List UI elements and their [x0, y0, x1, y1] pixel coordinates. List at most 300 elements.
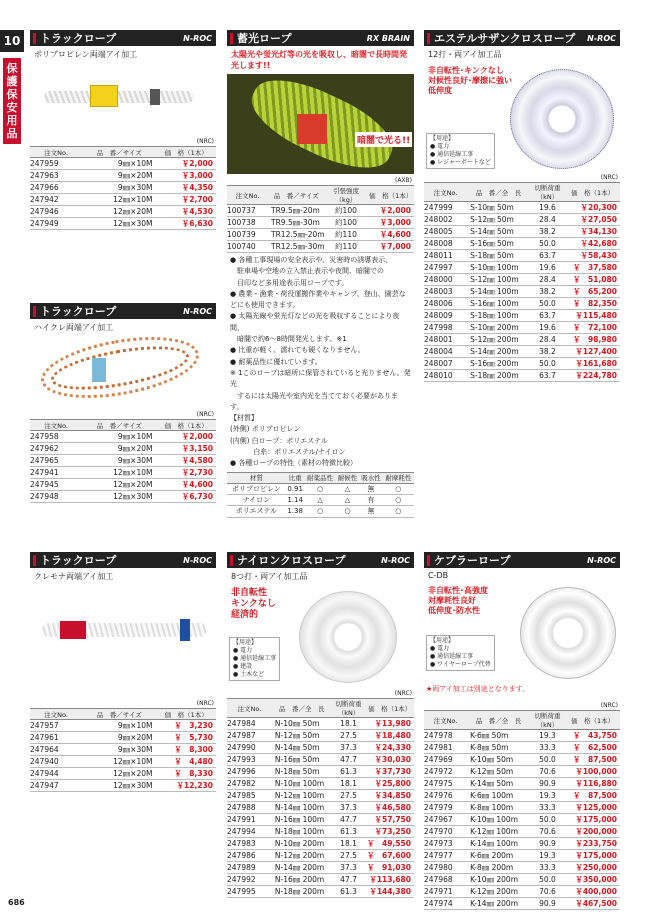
price-cell: ￥ 8,330 — [156, 768, 216, 780]
table-row — [424, 370, 620, 382]
order-number-cell: 247977 — [424, 850, 467, 862]
product-size-cell: 9㎜×30M — [82, 455, 156, 467]
product-image-white-rope — [30, 585, 216, 675]
product-size-cell: N-16㎜ 200m — [272, 874, 332, 886]
order-number-cell: 247980 — [424, 862, 467, 874]
product-size-cell: 9㎜×20M — [82, 170, 156, 182]
product-size-cell: 12㎜×30M — [82, 780, 156, 792]
price-cell: ￥ 49,550 — [365, 838, 414, 850]
price-cell: ￥250,000 — [565, 862, 620, 874]
supplier-code: (NRC) — [394, 690, 412, 697]
strength-cell: 19.3 — [530, 790, 565, 802]
column-header: 注文No. — [424, 183, 467, 202]
price-cell: ￥3,000 — [156, 170, 216, 182]
table-row — [30, 491, 216, 503]
price-cell: ￥ 3,230 — [156, 720, 216, 732]
order-number-cell: 247998 — [424, 322, 467, 334]
strength-cell: 28.4 — [530, 334, 565, 346]
column-header: 注文No. — [30, 147, 82, 158]
price-cell: ￥25,800 — [365, 778, 414, 790]
price-cell: ￥ 82,350 — [565, 298, 620, 310]
section-truck-rope-cremona — [30, 552, 216, 792]
usage-line: ● 電力 — [233, 647, 253, 654]
table-header-row — [227, 472, 414, 483]
section-header — [30, 30, 216, 46]
product-size-cell: N-14㎜ 50m — [272, 742, 332, 754]
brand-logo: N-ROC — [587, 555, 616, 565]
strength-cell: 38.2 — [530, 346, 565, 358]
column-header: 価 格（1本） — [565, 711, 620, 730]
table-row — [227, 494, 414, 505]
supplier-code: (NRC) — [196, 138, 214, 145]
order-number-cell: 248002 — [424, 214, 467, 226]
order-number-cell: 247981 — [424, 742, 467, 754]
column-header: 注文No. — [424, 711, 467, 730]
product-image-coil — [424, 583, 620, 695]
order-number-cell: 248004 — [424, 346, 467, 358]
product-size-cell: 9㎜×30M — [82, 744, 156, 756]
section-luminous-rope — [227, 30, 414, 518]
order-number-cell: 247974 — [424, 898, 467, 910]
material-cell: ポリプロピレン — [227, 483, 286, 494]
price-cell: ￥350,000 — [565, 874, 620, 886]
order-number-cell: 100739 — [227, 229, 268, 241]
order-number-cell: 247987 — [227, 730, 272, 742]
table-row — [227, 730, 414, 742]
order-number-cell: 247975 — [424, 778, 467, 790]
property-cell: ○ — [383, 494, 414, 505]
product-size-cell: N-12㎜ 100m — [272, 790, 332, 802]
column-header: 注文No. — [30, 709, 82, 720]
property-cell: ○ — [383, 506, 414, 517]
table-row — [227, 718, 414, 730]
price-cell: ￥224,780 — [565, 370, 620, 382]
table-row — [424, 790, 620, 802]
order-number-cell: 247959 — [30, 158, 82, 170]
price-cell: ￥6,630 — [156, 218, 216, 230]
column-header: 切断荷重（kN） — [530, 183, 565, 202]
property-cell: 有 — [359, 494, 382, 505]
strength-cell: 61.3 — [332, 886, 366, 898]
table-row — [30, 479, 216, 491]
strength-cell: 18.1 — [332, 718, 366, 730]
strength-cell: 37.3 — [332, 802, 366, 814]
strength-cell: 90.9 — [530, 838, 565, 850]
price-cell: ￥24,330 — [365, 742, 414, 754]
product-size-cell: K-10㎜ 50m — [467, 754, 530, 766]
brand-logo: RX BRAIN — [366, 33, 410, 43]
price-cell: ￥ 67,600 — [365, 850, 414, 862]
table-row — [227, 217, 414, 229]
strength-cell: 28.4 — [530, 274, 565, 286]
usage-box — [426, 133, 495, 169]
order-number-cell: 247941 — [30, 467, 82, 479]
product-size-cell: K-10㎜ 100m — [467, 814, 530, 826]
order-number-cell: 247942 — [30, 194, 82, 206]
usage-box — [229, 637, 280, 681]
table-row — [227, 205, 414, 217]
product-size-cell: N-14㎜ 200m — [272, 862, 332, 874]
section-subtitle: クレモナ両端アイ加工 — [34, 572, 114, 581]
product-size-cell: S-12㎜ 50m — [467, 214, 530, 226]
order-number-cell: 247992 — [227, 874, 272, 886]
usage-line: ● 電力 — [430, 645, 450, 652]
price-cell: ￥4,350 — [156, 182, 216, 194]
table-row — [227, 838, 414, 850]
order-number-cell: 247997 — [424, 262, 467, 274]
order-number-cell: 247963 — [30, 170, 82, 182]
product-size-cell: S-12㎜ 200m — [467, 334, 530, 346]
product-size-cell: 12㎜×10M — [82, 194, 156, 206]
strength-cell: 47.7 — [332, 874, 366, 886]
product-image-coil — [424, 63, 620, 173]
product-size-cell: TR12.5㎜-30m — [268, 241, 325, 253]
table-row — [30, 455, 216, 467]
property-cell: 1.14 — [287, 496, 303, 505]
note-line: ※ 1このロープは暗所に保管されていると光りません。発光 — [230, 368, 411, 389]
table-row — [424, 886, 620, 898]
price-cell: ￥73,250 — [365, 826, 414, 838]
price-cell: ￥144,380 — [365, 886, 414, 898]
brand-logo: N-ROC — [183, 33, 212, 43]
price-cell: ￥27,050 — [565, 214, 620, 226]
section-title: トラックロープ — [30, 303, 116, 319]
price-cell: ￥100,000 — [565, 766, 620, 778]
supplier-code: (NRC) — [196, 411, 214, 418]
price-cell: ￥2,730 — [156, 467, 216, 479]
price-cell: ￥467,500 — [565, 898, 620, 910]
section-title: ナイロンクロスロープ — [227, 552, 345, 568]
product-size-cell: 9㎜×10M — [82, 720, 156, 732]
strength-cell: 90.9 — [530, 778, 565, 790]
strength-cell: 約100 — [325, 217, 368, 229]
table-row — [227, 850, 414, 862]
order-number-cell: 248005 — [424, 226, 467, 238]
column-header: 価 格（1本） — [565, 183, 620, 202]
property-cell: ○ — [336, 506, 359, 517]
price-cell: ￥ 65,200 — [565, 286, 620, 298]
product-size-cell: TR12.5㎜-20m — [268, 229, 325, 241]
column-header: 引張強度（kg） — [325, 186, 368, 205]
price-cell: ￥400,000 — [565, 886, 620, 898]
table-row — [424, 358, 620, 370]
column-header: 耐薬品性 — [304, 472, 335, 483]
price-cell: ￥200,000 — [565, 826, 620, 838]
column-header: 品 番／サイズ — [82, 420, 156, 431]
strength-cell: 37.3 — [332, 742, 366, 754]
table-row — [227, 790, 414, 802]
product-size-cell: N-10㎜ 200m — [272, 838, 332, 850]
chapter-number-tab: 10 — [0, 30, 24, 52]
price-cell: ￥58,430 — [565, 250, 620, 262]
order-number-cell: 247976 — [424, 790, 467, 802]
order-number-cell: 247983 — [227, 838, 272, 850]
table-row — [424, 838, 620, 850]
usage-line: ● レジャーボートなど — [430, 159, 491, 166]
strength-cell: 19.6 — [530, 202, 565, 214]
price-cell: ￥ 51,080 — [565, 274, 620, 286]
order-number-cell: 247995 — [227, 886, 272, 898]
order-number-cell: 247964 — [30, 744, 82, 756]
product-size-cell: S-12㎜ 100m — [467, 274, 530, 286]
table-row — [424, 226, 620, 238]
column-header: 品 番／サイズ — [268, 186, 325, 205]
table-row — [424, 310, 620, 322]
note-line: (外側) ポリプロピレン — [230, 425, 301, 434]
order-number-cell: 247994 — [227, 826, 272, 838]
column-header: 品 番／全 長 — [272, 699, 332, 718]
column-header: 耐摩耗性 — [383, 472, 414, 483]
strength-cell: 19.6 — [530, 322, 565, 334]
usage-line: ● ワイヤーロープ代替 — [430, 661, 491, 668]
usage-line: ● 建設 — [233, 663, 253, 670]
order-number-cell: 247944 — [30, 768, 82, 780]
strength-cell: 50.0 — [530, 874, 565, 886]
table-header-row — [30, 147, 216, 158]
section-header — [30, 303, 216, 319]
order-number-cell: 247996 — [227, 766, 272, 778]
order-number-cell: 247993 — [227, 754, 272, 766]
price-cell: ￥175,000 — [565, 850, 620, 862]
order-number-cell: 248001 — [424, 334, 467, 346]
price-cell: ￥57,750 — [365, 814, 414, 826]
price-cell: ￥ 72,100 — [565, 322, 620, 334]
strength-cell: 約100 — [325, 205, 368, 217]
product-image-luminous-rope — [227, 74, 414, 174]
product-size-cell: 9㎜×20M — [82, 443, 156, 455]
table-row — [424, 214, 620, 226]
brand-logo: N-ROC — [381, 555, 410, 565]
product-image-white-rope — [30, 63, 216, 133]
column-header: 価 格（1本） — [156, 709, 216, 720]
price-cell: ￥2,700 — [156, 194, 216, 206]
column-header: 注文No. — [227, 186, 268, 205]
order-number-cell: 247949 — [30, 218, 82, 230]
strength-cell: 37.3 — [332, 862, 366, 874]
price-cell: ￥42,680 — [565, 238, 620, 250]
price-table — [227, 698, 414, 898]
price-cell: ￥ 4,480 — [156, 756, 216, 768]
property-cell: 無 — [359, 506, 382, 517]
category-char: 安 — [6, 101, 18, 114]
section-header — [227, 552, 414, 568]
strength-cell: 61.3 — [332, 826, 366, 838]
price-cell: ￥7,000 — [367, 241, 414, 253]
product-size-cell: K-8㎜ 50m — [467, 742, 530, 754]
material-property-table — [227, 472, 414, 518]
product-size-cell: S-10㎜ 50m — [467, 202, 530, 214]
price-cell: ￥18,480 — [365, 730, 414, 742]
table-row — [424, 322, 620, 334]
table-row — [424, 778, 620, 790]
product-size-cell: N-18㎜ 50m — [272, 766, 332, 778]
order-number-cell: 247988 — [227, 802, 272, 814]
product-size-cell: S-14㎜ 100m — [467, 286, 530, 298]
product-size-cell: K-12㎜ 50m — [467, 766, 530, 778]
product-image-orange-rope — [30, 336, 216, 398]
product-size-cell: 12㎜×20M — [82, 206, 156, 218]
feature-highlight: 非自転性･高強度 対摩耗性良好 低伸度･防水性 — [428, 586, 488, 615]
order-number-cell: 247966 — [30, 182, 82, 194]
strength-cell: 33.3 — [530, 742, 565, 754]
price-cell: ￥4,530 — [156, 206, 216, 218]
order-number-cell: 248008 — [424, 238, 467, 250]
price-cell: ￥161,680 — [565, 358, 620, 370]
category-char: 用 — [6, 114, 18, 127]
price-cell: ￥116,880 — [565, 778, 620, 790]
price-cell: ￥12,230 — [156, 780, 216, 792]
property-cell: ○ — [304, 506, 335, 517]
table-row — [227, 483, 414, 494]
image-caption: 暗闇で光る!! — [355, 132, 412, 147]
strength-cell: 38.2 — [530, 286, 565, 298]
product-size-cell: 12㎜×30M — [82, 491, 156, 503]
price-cell: ￥ 5,730 — [156, 732, 216, 744]
order-number-cell: 247940 — [30, 756, 82, 768]
product-size-cell: 9㎜×30M — [82, 182, 156, 194]
section-title: ケブラーロープ — [424, 552, 510, 568]
usage-line: ● 土木など — [233, 671, 265, 678]
product-size-cell: S-18㎜ 200m — [467, 370, 530, 382]
property-cell: 1.38 — [287, 507, 303, 516]
price-cell: ￥4,600 — [367, 229, 414, 241]
table-row — [30, 780, 216, 792]
strength-cell: 19.3 — [530, 850, 565, 862]
price-cell: ￥3,000 — [367, 217, 414, 229]
product-size-cell: K-14㎜ 50m — [467, 778, 530, 790]
category-char: 護 — [6, 75, 18, 88]
table-row — [424, 766, 620, 778]
table-row — [424, 286, 620, 298]
table-row — [227, 742, 414, 754]
product-size-cell: 12㎜×30M — [82, 218, 156, 230]
strength-cell: 63.7 — [530, 250, 565, 262]
price-cell: ￥115,480 — [565, 310, 620, 322]
strength-cell: 27.5 — [332, 790, 366, 802]
table-row — [30, 431, 216, 443]
price-cell: ￥ 98,980 — [565, 334, 620, 346]
strength-cell: 50.0 — [530, 238, 565, 250]
strength-cell: 50.0 — [530, 814, 565, 826]
strength-cell: 90.9 — [530, 898, 565, 910]
usage-line: ● 通信延線工事 — [430, 151, 474, 158]
order-number-cell: 247984 — [227, 718, 272, 730]
order-number-cell: 248000 — [424, 274, 467, 286]
table-row — [424, 742, 620, 754]
note-line: するには太陽光や室内光を当てておく必要があります。 — [230, 391, 398, 411]
order-number-cell: 247971 — [424, 886, 467, 898]
table-header-row — [30, 709, 216, 720]
column-header: 品 番／全 長 — [467, 183, 530, 202]
product-notes — [227, 253, 414, 472]
note-line: ● 各種ロープの特性（素材の特徴比較） — [230, 459, 357, 468]
strength-cell: 18.1 — [332, 778, 366, 790]
table-row — [424, 802, 620, 814]
price-cell: ￥13,980 — [365, 718, 414, 730]
order-number-cell: 247973 — [424, 838, 467, 850]
note-line: 暗闇で約6～8時間発光します。※1 — [230, 335, 347, 344]
order-number-cell: 248003 — [424, 286, 467, 298]
product-size-cell: N-18㎜ 200m — [272, 886, 332, 898]
table-header-row — [424, 711, 620, 730]
strength-cell: 38.2 — [530, 226, 565, 238]
table-row — [227, 826, 414, 838]
product-size-cell: S-14㎜ 200m — [467, 346, 530, 358]
price-cell: ￥ 8,300 — [156, 744, 216, 756]
price-cell: ￥175,000 — [565, 814, 620, 826]
table-row — [227, 754, 414, 766]
strength-cell: 63.7 — [530, 310, 565, 322]
table-row — [30, 768, 216, 780]
order-number-cell: 247970 — [424, 826, 467, 838]
product-size-cell: 12㎜×20M — [82, 479, 156, 491]
usage-line: ● 電力 — [430, 143, 450, 150]
column-header: 品 番／サイズ — [82, 709, 156, 720]
footnote: ★両アイ加工は別途となります。 — [426, 685, 530, 693]
section-nylon-cross-rope — [227, 552, 414, 898]
order-number-cell: 247961 — [30, 732, 82, 744]
product-size-cell: K-12㎜ 200m — [467, 886, 530, 898]
product-size-cell: K-6㎜ 50m — [467, 730, 530, 742]
table-row — [30, 158, 216, 170]
table-row — [424, 826, 620, 838]
usage-box — [426, 635, 495, 671]
section-subtitle: ハイクレ両端アイ加工 — [34, 323, 114, 332]
section-title: エステルサザンクロスロープ — [424, 30, 575, 46]
note-line: 【材質】 — [230, 414, 258, 423]
product-image-coil — [227, 585, 414, 689]
table-row — [227, 886, 414, 898]
note-line: (内側) 白ロープ：ポリエステル — [230, 436, 328, 445]
strength-cell: 27.5 — [332, 850, 366, 862]
feature-highlight: 非自転性 キンクなし 経済的 — [231, 588, 276, 620]
table-row — [424, 850, 620, 862]
product-size-cell: 12㎜×10M — [82, 467, 156, 479]
order-number-cell: 100737 — [227, 205, 268, 217]
section-header — [227, 30, 414, 46]
table-row — [424, 238, 620, 250]
price-table — [30, 146, 216, 230]
price-cell: ￥4,580 — [156, 455, 216, 467]
product-size-cell: K-8㎜ 200m — [467, 862, 530, 874]
note-line: ● 各種工事現場の安全表示や、災害時の誘導表示、 — [230, 256, 393, 264]
price-cell: ￥233,750 — [565, 838, 620, 850]
section-header — [424, 552, 620, 568]
column-header: 注文No. — [227, 699, 272, 718]
product-size-cell: S-14㎜ 50m — [467, 226, 530, 238]
product-size-cell: N-12㎜ 200m — [272, 850, 332, 862]
column-header: 価 格（1本） — [367, 186, 414, 205]
table-row — [30, 732, 216, 744]
table-row — [30, 744, 216, 756]
section-title: トラックロープ — [30, 30, 116, 46]
table-row — [30, 756, 216, 768]
price-table — [30, 419, 216, 503]
table-row — [424, 334, 620, 346]
table-row — [424, 814, 620, 826]
column-header: 品 番／サイズ — [82, 147, 156, 158]
price-table — [424, 710, 620, 910]
product-size-cell: K-8㎜ 100m — [467, 802, 530, 814]
product-size-cell: K-12㎜ 100m — [467, 826, 530, 838]
table-row — [227, 814, 414, 826]
table-row — [424, 874, 620, 886]
price-cell: ￥34,130 — [565, 226, 620, 238]
product-size-cell: S-10㎜ 200m — [467, 322, 530, 334]
strength-cell: 50.0 — [530, 298, 565, 310]
product-size-cell: N-12㎜ 50m — [272, 730, 332, 742]
note-line: 目印など多用途表示用ロープです。 — [230, 278, 349, 287]
